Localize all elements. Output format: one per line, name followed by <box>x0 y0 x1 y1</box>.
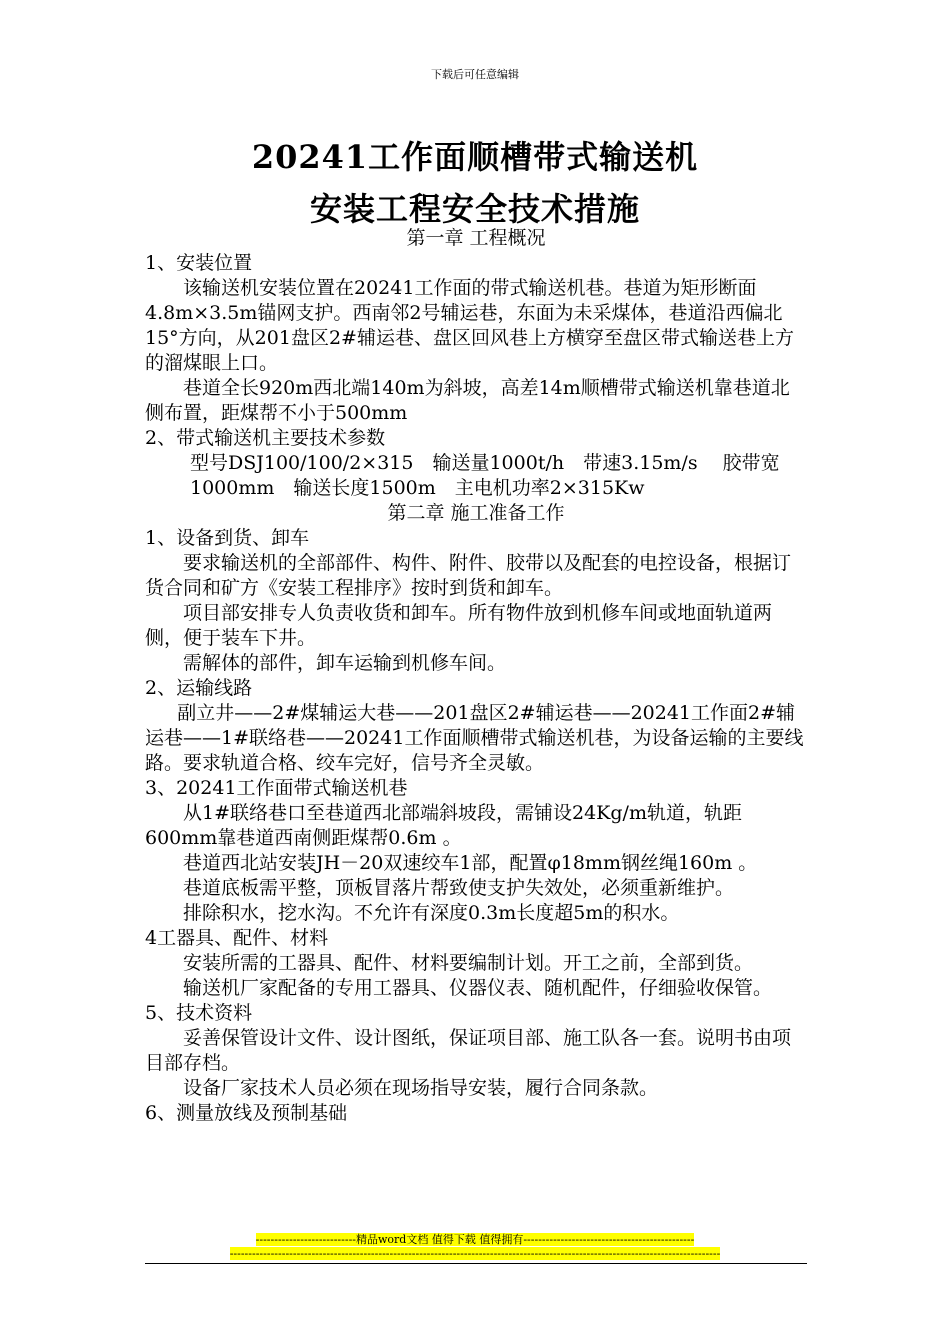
footer-rule <box>145 1263 807 1264</box>
section-delivery-heading: 1、设备到货、卸车 <box>145 527 310 549</box>
paragraph: 巷道全长920m西北端140m为斜坡，高差14m顺槽带式输送机靠巷道北侧布置，距煤帮不小于500mm <box>145 377 790 424</box>
section-tech-docs-heading: 5、技术资料 <box>145 1002 253 1024</box>
header-note: 下载后可任意编辑 <box>431 68 519 81</box>
paragraph: 巷道底板需平整，顶板冒落片帮致使支护失效处，必须重新维护。 <box>183 877 735 899</box>
section-conveyor-roadway-heading: 3、20241工作面带式输送机巷 <box>145 777 408 799</box>
document-body <box>145 226 807 1126</box>
section-tech-params-heading: 2、带式输送机主要技术参数 <box>145 427 386 449</box>
params-line: 型号DSJ100/100/2×315 输送量1000t/h 带速3.15m/s 胶带宽 <box>190 452 780 474</box>
section-transport-route-heading: 2、运输线路 <box>145 677 253 699</box>
paragraph: 巷道西北站安装JH－20双速绞车1部，配置φ18mm钢丝绳160m 。 <box>183 852 758 874</box>
paragraph: 需解体的部件，卸车运输到机修车间。 <box>183 652 507 674</box>
document-title-line-2: 安装工程安全技术措施 <box>309 190 640 228</box>
paragraph: 安装所需的工器具、配件、材料要编制计划。开工之前，全部到货。 <box>183 952 754 974</box>
paragraph: 要求输送机的全部部件、构件、附件、胶带以及配套的电控设备，根据订货合同和矿方《安装工程排序》按时到货和卸车。 <box>145 552 792 599</box>
footer-banner-dashes: ------------------------------------------------------------------------------------------------------------------------------------ <box>229 1247 721 1260</box>
footer-banner-text: ---------------------------精品word文档 值得下载 值得拥有---------------------------------------------- <box>255 1233 695 1246</box>
document-title-line-1: 20241工作面顺槽带式输送机 <box>251 138 699 176</box>
paragraph: 设备厂家技术人员必须在现场指导安装，履行合同条款。 <box>183 1077 659 1099</box>
paragraph: 输送机厂家配备的专用工器具、仪器仪表、随机配件，仔细验收保管。 <box>183 977 773 999</box>
paragraph: 副立井——2#煤辅运大巷——201盘区2#辅运巷——20241工作面2#辅运巷——1#联络巷——20241工作面顺槽带式输送机巷，为设备运输的主要线路。要求轨道合格、绞车完好，信号齐全灵敏。 <box>145 702 804 774</box>
section-install-location-heading: 1、安装位置 <box>145 252 253 274</box>
paragraph: 从1#联络巷口至巷道西北部端斜坡段，需铺设24Kg/m轨道，轨距600mm靠巷道西南侧距煤帮0.6m 。 <box>145 802 742 849</box>
section-tools-heading: 4工器具、配件、材料 <box>145 927 329 949</box>
section-survey-heading: 6、测量放线及预制基础 <box>145 1102 348 1124</box>
chapter-1-heading: 第一章 工程概况 <box>406 227 546 249</box>
footer-banner-line-2 <box>0 1247 950 1260</box>
params-line: 1000mm 输送长度1500m 主电机功率2×315Kw <box>190 477 645 499</box>
chapter-2-heading: 第二章 施工准备工作 <box>387 502 565 524</box>
paragraph: 该输送机安装位置在20241工作面的带式输送机巷。巷道为矩形断面4.8m×3.5m锚网支护。西南邻2号辅运巷，东面为未采煤体，巷道沿西偏北15°方向，从201盘区2#辅运巷、盘区回风巷上方横穿至盘区带式输送巷上方的溜煤眼上口。 <box>145 277 794 374</box>
paragraph: 妥善保管设计文件、设计图纸，保证项目部、施工队各一套。说明书由项目部存档。 <box>145 1027 792 1074</box>
paragraph: 排除积水，挖水沟。不允许有深度0.3m长度超5m的积水。 <box>183 902 680 924</box>
footer-banner-line-1 <box>0 1233 950 1246</box>
paragraph: 项目部安排专人负责收货和卸车。所有物件放到机修车间或地面轨道两侧，便于装车下井。 <box>145 602 773 649</box>
